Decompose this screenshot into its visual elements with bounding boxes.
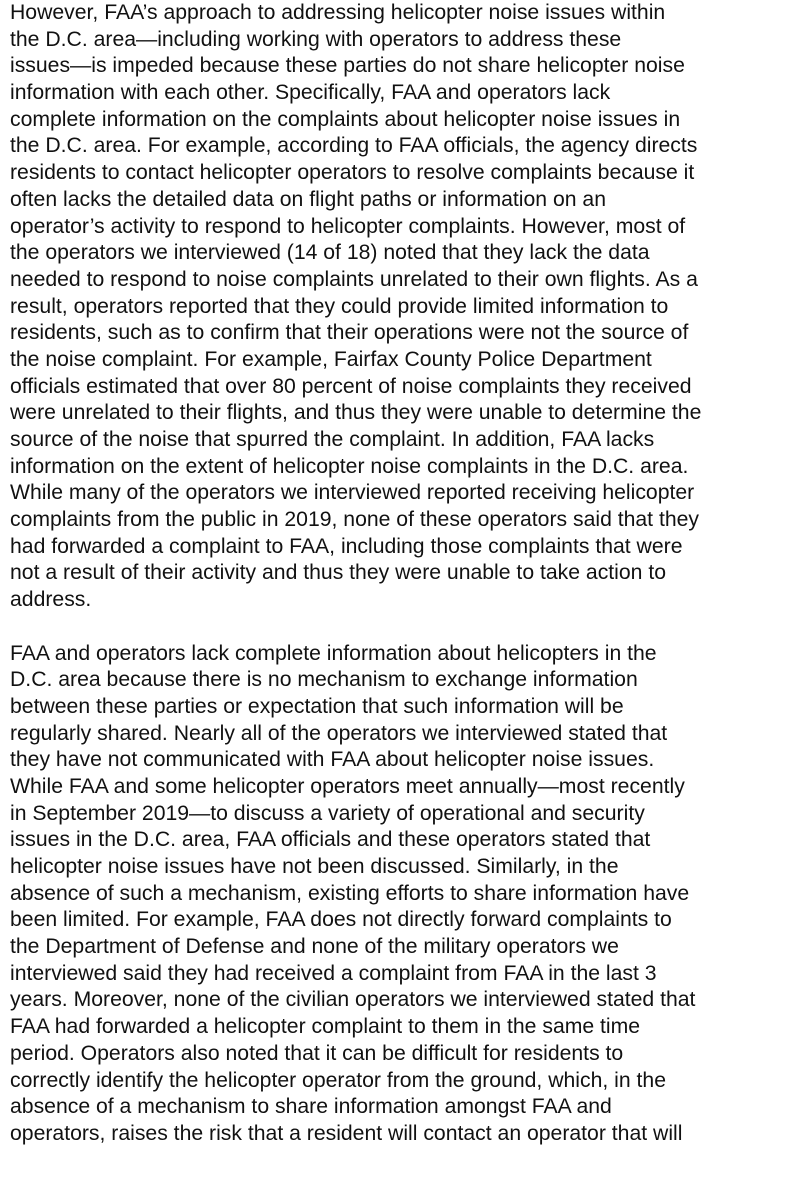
text-line: operators, raises the risk that a resident will contact an operator that will — [10, 1121, 683, 1145]
text-line: correctly identify the helicopter operator from the ground, which, in the — [10, 1068, 666, 1092]
text-line: interviewed said they had received a complaint from FAA in the last 3 — [10, 961, 657, 985]
text-line: in September 2019—to discuss a variety of operational and security — [10, 801, 645, 825]
text-line: residents, such as to confirm that their operations were not the source of — [10, 321, 689, 345]
text-line: FAA and operators lack complete information about helicopters in the — [10, 641, 657, 665]
text-line: needed to respond to noise complaints unrelated to their own flights. As a — [10, 267, 698, 291]
text-line: absence of such a mechanism, existing efforts to share information have — [10, 881, 690, 905]
text-line: issues—is impeded because these parties do not share helicopter noise — [10, 54, 685, 78]
text-line: the Department of Defense and none of the military operators we — [10, 935, 619, 959]
text-line: address. — [10, 588, 92, 612]
text-line: regularly shared. Nearly all of the operators we interviewed stated that — [10, 721, 668, 745]
paragraph-information-exchange — [10, 641, 782, 1148]
text-line: complaints from the public in 2019, none of these operators said that they — [10, 508, 700, 532]
text-line: absence of a mechanism to share information amongst FAA and — [10, 1095, 612, 1119]
text-line: the noise complaint. For example, Fairfax County Police Department — [10, 347, 652, 371]
text-line: the D.C. area. For example, according to FAA officials, the agency directs — [10, 134, 698, 158]
text-line: FAA had forwarded a helicopter complaint to them in the same time — [10, 1015, 641, 1039]
text-line: officials estimated that over 80 percent of noise complaints they received — [10, 374, 692, 398]
text-line: period. Operators also noted that it can be difficult for residents to — [10, 1041, 624, 1065]
text-line: between these parties or expectation that such information will be — [10, 694, 624, 718]
text-line: operator’s activity to respond to helicopter complaints. However, most of — [10, 214, 686, 238]
text-line: the operators we interviewed (14 of 18) noted that they lack the data — [10, 241, 650, 265]
text-line: However, FAA’s approach to addressing helicopter noise issues within — [10, 1, 666, 24]
text-line: had forwarded a complaint to FAA, including those complaints that were — [10, 534, 683, 558]
text-line: issues in the D.C. area, FAA officials and these operators stated that — [10, 828, 651, 852]
text-line: residents to contact helicopter operators to resolve complaints because it — [10, 161, 695, 185]
text-line: the D.C. area—including working with operators to address these — [10, 27, 622, 51]
text-line: helicopter noise issues have not been discussed. Similarly, in the — [10, 855, 619, 878]
text-line: been limited. For example, FAA does not directly forward complaints to — [10, 908, 672, 932]
text-line: information with each other. Specifically, FAA and operators lack — [10, 81, 611, 105]
text-line: often lacks the detailed data on flight paths or information on an — [10, 187, 606, 211]
text-line: While many of the operators we interviewed reported receiving helicopter — [10, 481, 695, 505]
text-line: not a result of their activity and thus they were unable to take action to — [10, 561, 667, 585]
text-line: result, operators reported that they could provide limited information to — [10, 294, 669, 318]
text-line: years. Moreover, none of the civilian operators we interviewed stated that — [10, 988, 696, 1012]
document-page — [10, 0, 782, 1148]
text-line: D.C. area because there is no mechanism to exchange information — [10, 668, 638, 692]
text-line: they have not communicated with FAA about helicopter noise issues. — [10, 748, 655, 772]
text-line: were unrelated to their flights, and thus they were unable to determine the — [10, 401, 702, 425]
paragraph-noise-complaints — [10, 0, 782, 614]
text-line: complete information on the complaints about helicopter noise issues in — [10, 107, 681, 131]
text-line: information on the extent of helicopter noise complaints in the D.C. area. — [10, 454, 689, 478]
text-line: While FAA and some helicopter operators meet annually—most recently — [10, 774, 685, 798]
text-line: source of the noise that spurred the complaint. In addition, FAA lacks — [10, 428, 655, 451]
